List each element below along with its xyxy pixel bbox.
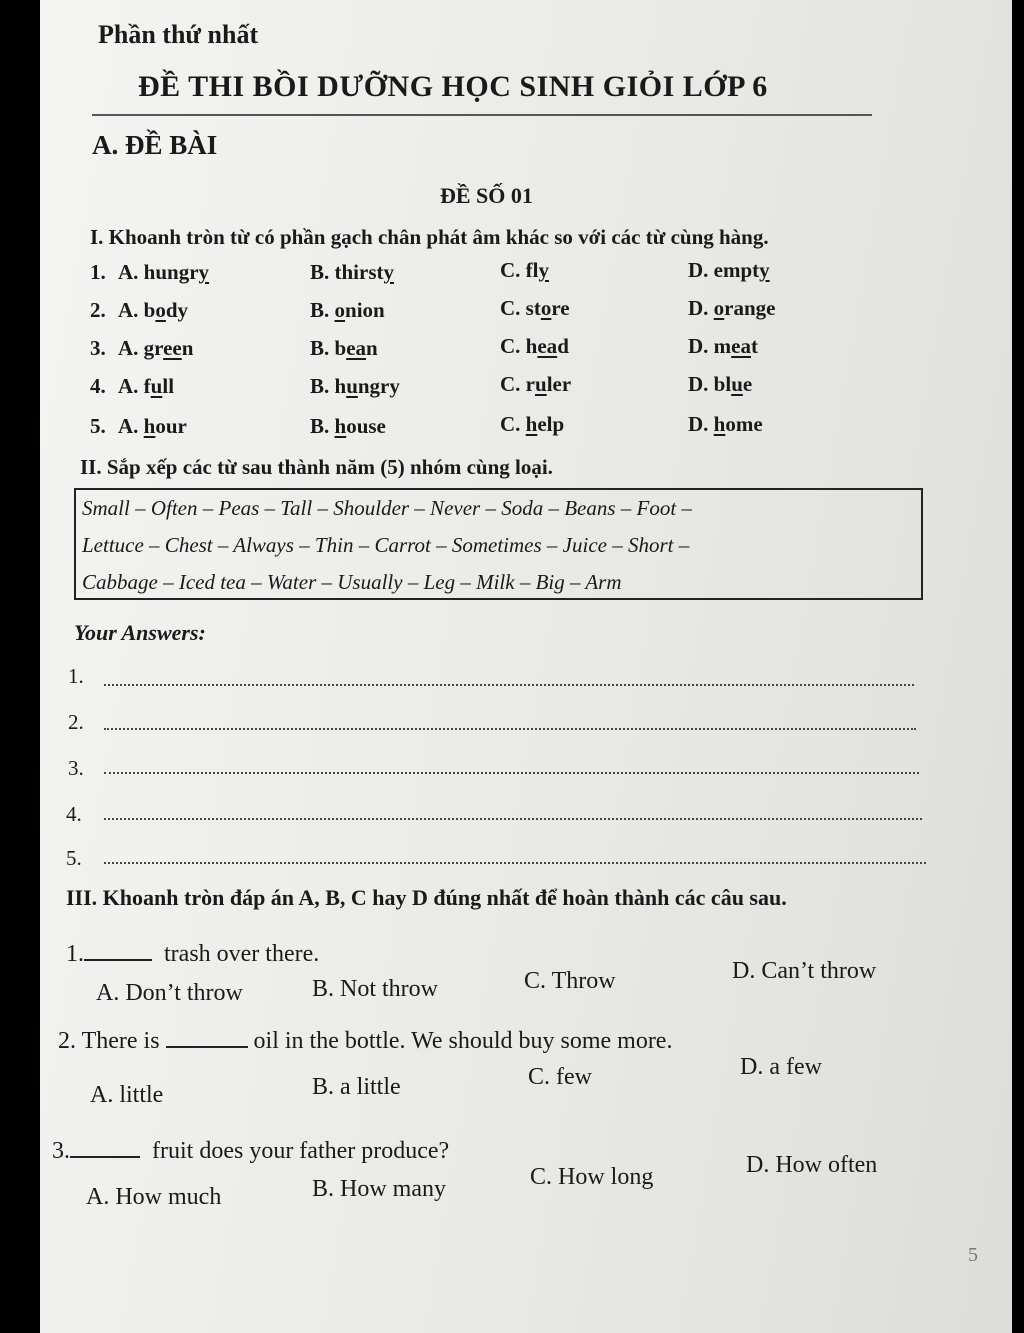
option-b[interactable]: B. Not throw	[312, 976, 438, 1002]
word-line: Lettuce – Chest – Always – Thin – Carrot – Sometimes – Juice – Short –	[82, 533, 690, 557]
option-c[interactable]: C. few	[528, 1064, 592, 1090]
answer-line[interactable]	[104, 818, 922, 820]
pronunciation-option[interactable]: B. onion	[310, 298, 385, 322]
question-text: trash over there.	[164, 941, 320, 967]
pronunciation-option[interactable]: D. blue	[688, 372, 753, 396]
pronunciation-option[interactable]: A. hour	[118, 414, 187, 438]
answer-blank[interactable]	[70, 1132, 140, 1158]
answer-blank[interactable]	[84, 935, 152, 961]
option-c[interactable]: C. Throw	[524, 968, 616, 994]
answers-title: Your Answers:	[74, 620, 206, 645]
question-text: oil in the bottle. We should buy some more.	[253, 1028, 673, 1054]
row-number: 1.	[90, 260, 106, 284]
pronunciation-option[interactable]: A. hungry	[118, 260, 210, 284]
section-a-heading: A. ĐỀ BÀI	[92, 130, 218, 160]
pronunciation-option[interactable]: C. head	[500, 334, 569, 358]
option-d[interactable]: D. Can’t throw	[732, 958, 877, 984]
title-divider	[92, 114, 872, 116]
option-c[interactable]: C. How long	[530, 1164, 654, 1190]
part2-heading: II. Sắp xếp các từ sau thành năm (5) nhóm cùng loại.	[80, 455, 553, 479]
part-heading: Phần thứ nhất	[98, 20, 259, 49]
answer-number: 3.	[68, 756, 84, 780]
question-1	[66, 935, 319, 968]
row-number: 2.	[90, 298, 106, 322]
question-3	[52, 1132, 449, 1165]
pronunciation-option[interactable]: D. empty	[688, 258, 770, 282]
word-line: Cabbage – Iced tea – Water – Usually – Leg – Milk – Big – Arm	[82, 570, 622, 594]
pronunciation-option[interactable]: B. house	[310, 414, 386, 438]
answer-number: 4.	[66, 802, 82, 826]
pronunciation-option[interactable]: A. body	[118, 298, 189, 322]
option-b[interactable]: B. How many	[312, 1176, 446, 1202]
answer-number: 2.	[68, 710, 84, 734]
option-a[interactable]: A. How much	[86, 1184, 222, 1210]
pronunciation-option[interactable]: D. orange	[688, 296, 776, 320]
question-text: fruit does your father produce?	[152, 1138, 450, 1164]
question-number: 2.	[58, 1028, 76, 1054]
pronunciation-option[interactable]: D. meat	[688, 334, 758, 358]
pronunciation-option[interactable]: D. home	[688, 412, 763, 436]
pronunciation-option[interactable]: C. fly	[500, 258, 549, 282]
answer-number: 5.	[66, 846, 82, 870]
answer-blank[interactable]	[166, 1022, 248, 1048]
pronunciation-option[interactable]: B. thirsty	[310, 260, 394, 284]
pronunciation-option[interactable]: A. full	[118, 374, 175, 398]
question-2	[58, 1022, 672, 1055]
question-text-before: There is	[81, 1028, 160, 1054]
answer-line[interactable]	[104, 772, 919, 774]
pronunciation-option[interactable]: A. green	[118, 336, 194, 360]
word-box	[74, 488, 923, 600]
answer-line[interactable]	[104, 728, 916, 730]
page-number: 5	[968, 1244, 978, 1266]
question-number: 1.	[66, 941, 84, 967]
word-line: Small – Often – Peas – Tall – Shoulder – Never – Soda – Beans – Foot –	[82, 496, 692, 520]
pronunciation-option[interactable]: B. bean	[310, 336, 378, 360]
part1-heading: I. Khoanh tròn từ có phần gạch chân phát âm khác so với các từ cùng hàng.	[90, 225, 769, 249]
exam-paper	[40, 0, 1012, 1333]
pronunciation-option[interactable]: C. help	[500, 412, 565, 436]
row-number: 4.	[90, 374, 106, 398]
option-d[interactable]: D. How often	[746, 1152, 878, 1178]
question-number: 3.	[52, 1138, 70, 1164]
answer-line[interactable]	[104, 862, 926, 864]
pronunciation-option[interactable]: B. hungry	[310, 374, 400, 398]
pronunciation-option[interactable]: C. ruler	[500, 372, 572, 396]
row-number: 3.	[90, 336, 106, 360]
pronunciation-option[interactable]: C. store	[500, 296, 570, 320]
option-d[interactable]: D. a few	[740, 1054, 822, 1080]
exam-title: ĐỀ THI BỒI DƯỠNG HỌC SINH GIỎI LỚP 6	[138, 70, 768, 103]
row-number: 5.	[90, 414, 106, 438]
answer-line[interactable]	[104, 684, 914, 686]
option-a[interactable]: A. little	[90, 1082, 164, 1108]
part3-heading: III. Khoanh tròn đáp án A, B, C hay D đúng nhất để hoàn thành các câu sau.	[66, 885, 787, 910]
answer-number: 1.	[68, 664, 84, 688]
option-a[interactable]: A. Don’t throw	[96, 980, 243, 1006]
exam-number: ĐỀ SỐ 01	[440, 183, 533, 208]
option-b[interactable]: B. a little	[312, 1074, 401, 1100]
